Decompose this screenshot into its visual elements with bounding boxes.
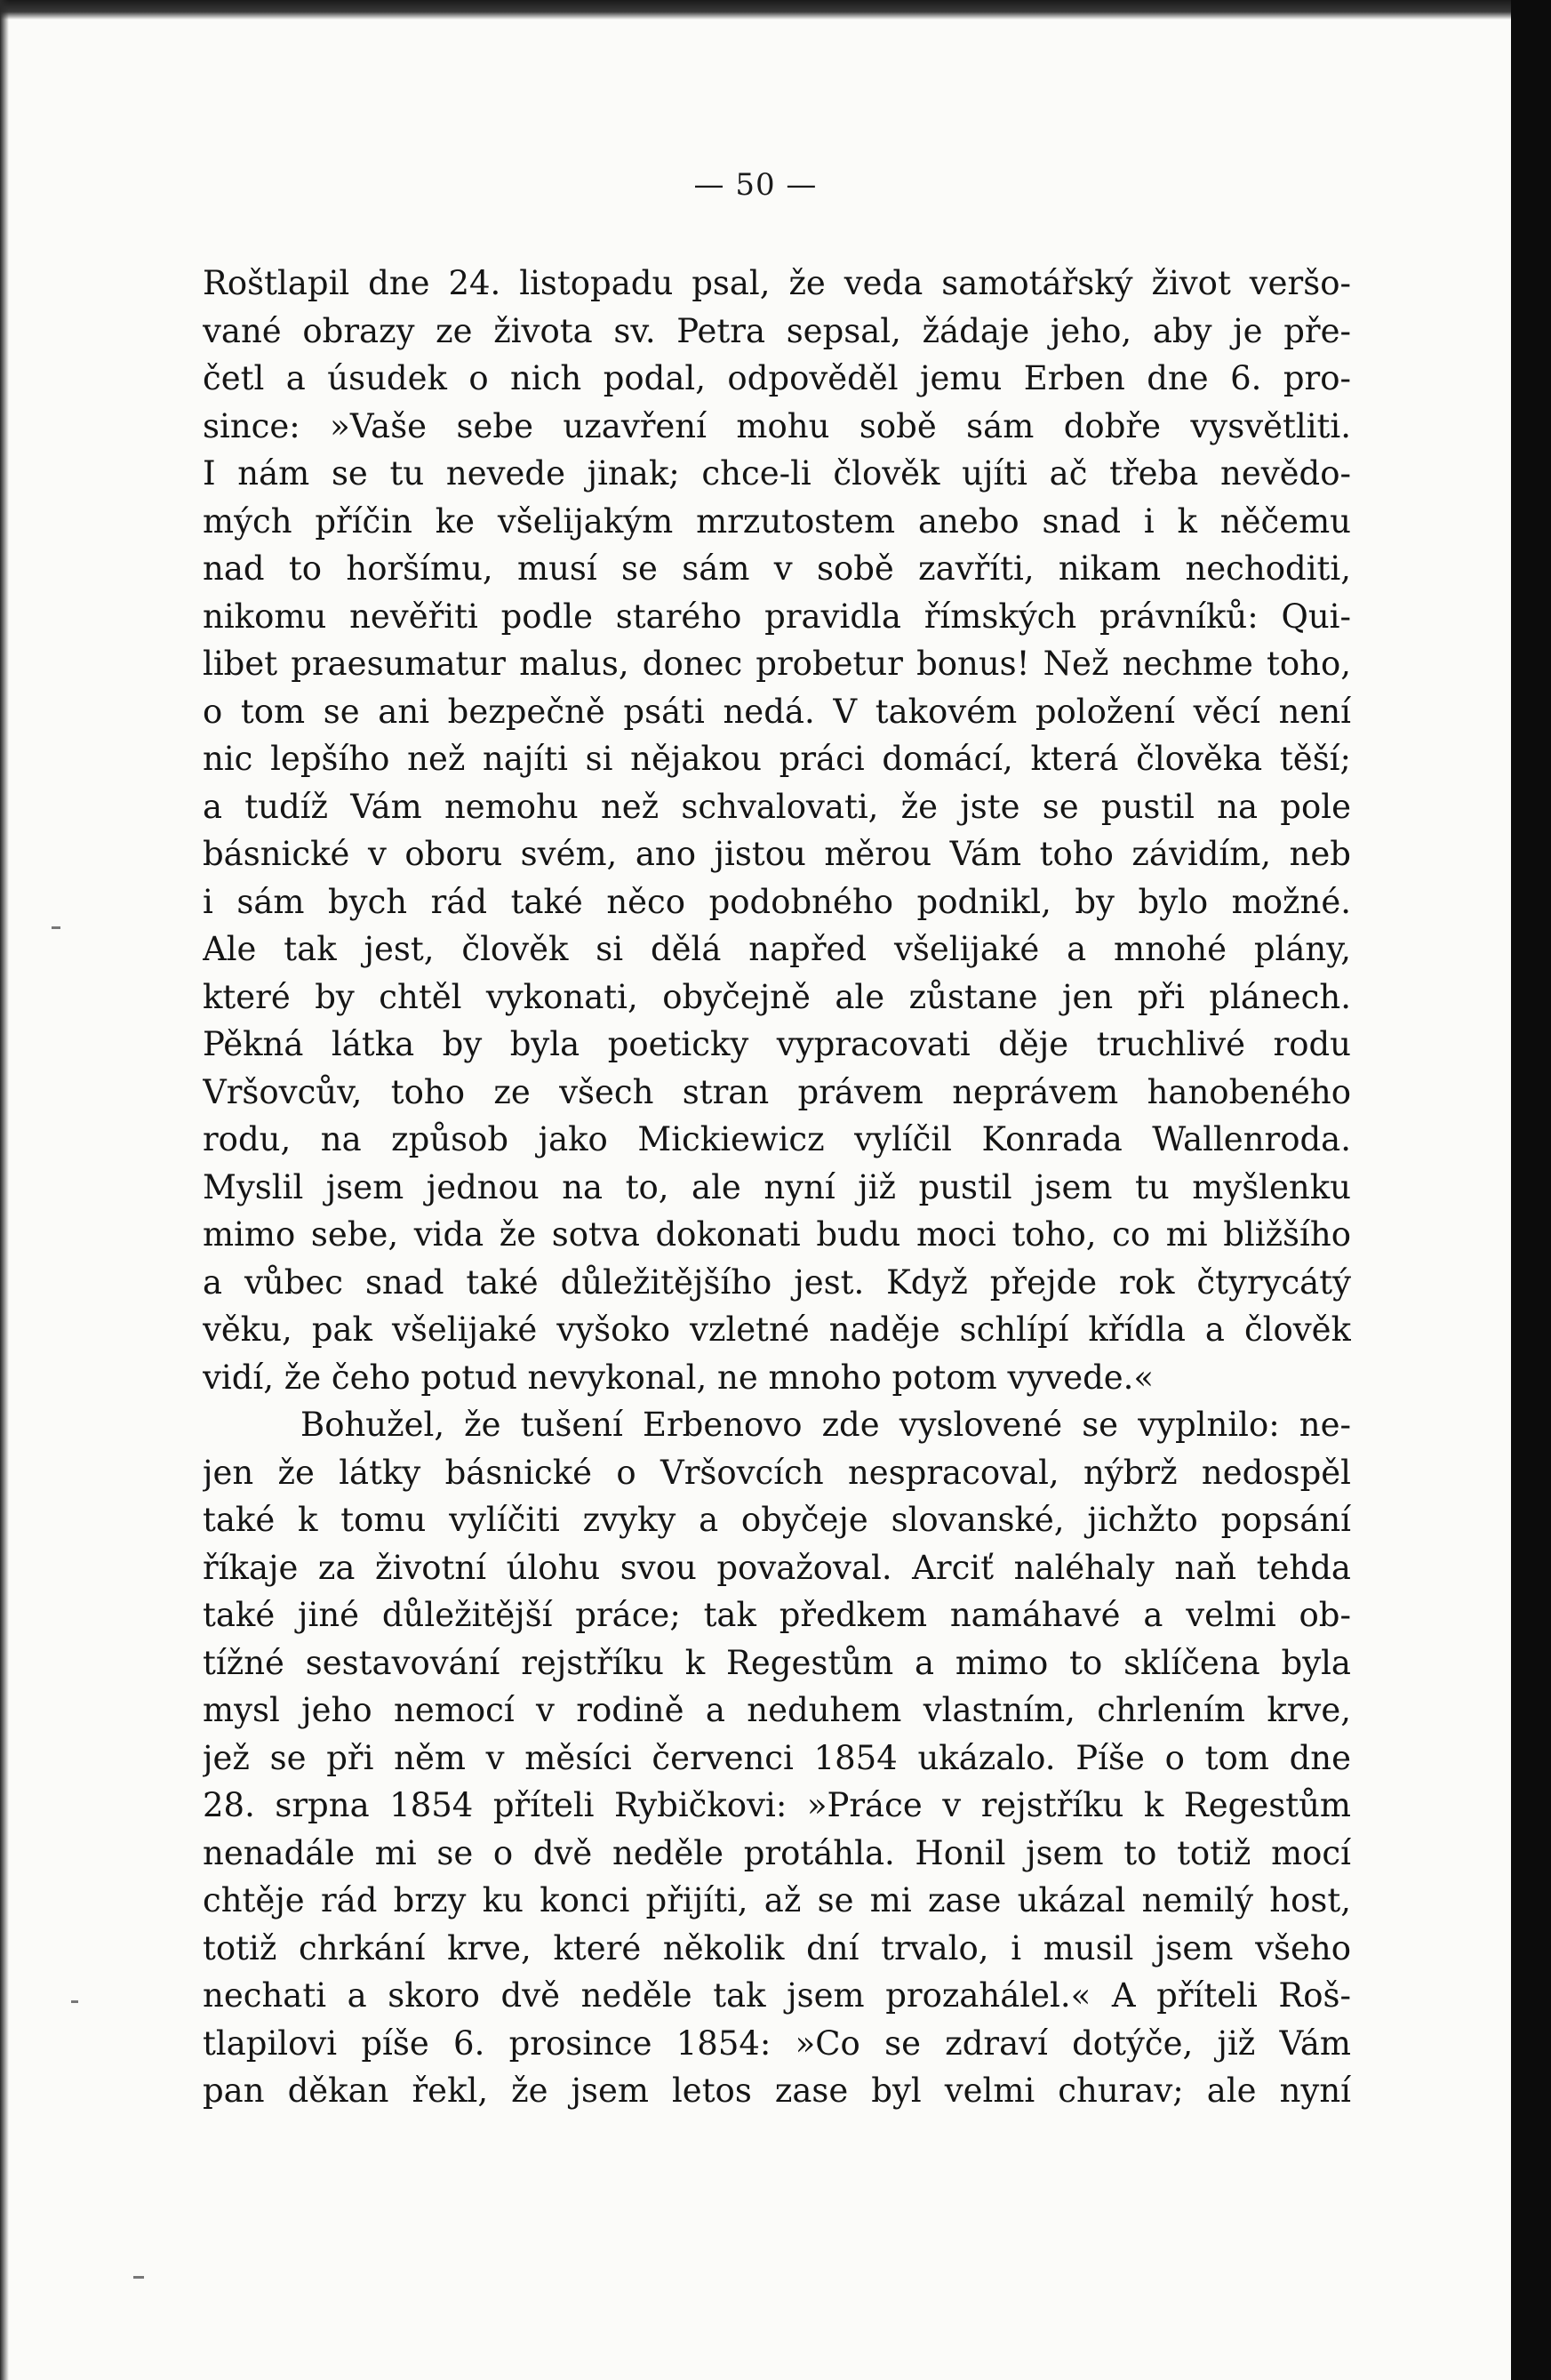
text-line: nic lepšího než najíti si nějakou práci domácí, která člověka těší; [203, 740, 1351, 778]
text-line: i sám bych rád také něco podobného podnikl, by bylo možné. [203, 882, 1351, 921]
text-line: libet praesumatur malus, donec probetur bonus! Než nechme toho, [203, 645, 1351, 683]
body-text [203, 260, 1351, 2115]
text-line: vidí, že čeho potud nevykonal, ne mnoho potom vyvede.« [203, 1358, 1155, 1397]
text-line: jež se při něm v měsíci červenci 1854 ukázalo. Píše o tom dne [203, 1738, 1351, 1777]
scan-speck [71, 2000, 78, 2003]
text-line: o tom se ani bezpečně psáti nedá. V takovém položení věcí není [203, 692, 1351, 731]
text-line: nechati a skoro dvě neděle tak jsem prozahálel.« A příteli Roš- [203, 1976, 1351, 2015]
text-line: Ale tak jest, člověk si dělá napřed všelijaké a mnohé plány, [203, 930, 1351, 968]
text-line: tížné sestavování rejstříku k Regestům a mimo to sklíčena byla [203, 1643, 1351, 1682]
text-line: nad to horšímu, musí se sám v sobě zavříti, nikam nechoditi, [203, 549, 1351, 588]
text-line: a tudíž Vám nemohu než schvalovati, že jste se pustil na pole [203, 787, 1351, 826]
text-line: 28. srpna 1854 příteli Rybičkovi: »Práce v rejstříku k Regestům [203, 1786, 1351, 1824]
text-line: věku, pak všelijaké vyšoko vzletné naděje schlípí křídla a člověk [203, 1310, 1351, 1349]
text-line: since: »Vaše sebe uzavření mohu sobě sám dobře vysvětliti. [203, 406, 1351, 445]
text-line: mimo sebe, vida že sotva dokonati budu moci toho, co mi bližšího [203, 1215, 1351, 1254]
text-line: také jiné důležitější práce; tak předkem namáhavé a velmi ob- [203, 1596, 1351, 1634]
text-line: jen že látky básnické o Vršovcích nespracoval, nýbrž nedospěl [203, 1453, 1351, 1492]
text-line: tlapilovi píše 6. prosince 1854: »Co se zdraví dotýče, již Vám [203, 2023, 1351, 2063]
text-line: totiž chrkání krve, které několik dní trvalo, i musil jsem všeho [203, 1928, 1351, 1967]
text-line: básnické v oboru svém, ano jistou měrou Vám toho závidím, neb [203, 835, 1351, 873]
scan-speck [52, 926, 60, 929]
text-line: nenadále mi se o dvě neděle protáhla. Honil jsem to totiž mocí [203, 1833, 1351, 1872]
text-line: Bohužel, že tušení Erbenovo zde vyslovené se vyplnilo: ne- [300, 1406, 1351, 1444]
scan-left-edge [0, 0, 9, 2380]
text-line: a vůbec snad také důležitějšího jest. Když přejde rok čtyrycátý [203, 1262, 1351, 1302]
text-line: chtěje rád brzy ku konci přijíti, až se mi zase ukázal nemilý host, [203, 1881, 1351, 1919]
text-line: četl a úsudek o nich podal, odpověděl jemu Erben dne 6. pro- [203, 359, 1351, 397]
text-line: Myslil jsem jednou na to, ale nyní již pustil jsem tu myšlenku [203, 1167, 1351, 1206]
text-line: nikomu nevěřiti podle starého pravidla římských právníků: Qui- [203, 597, 1351, 636]
text-line: mých příčin ke všelijakým mrzutostem anebo snad i k něčemu [203, 501, 1351, 541]
text-line: mysl jeho nemocí v rodině a neduhem vlastním, chrlením krve, [203, 1691, 1351, 1729]
text-line: Roštlapil dne 24. listopadu psal, že veda samotářský život veršo- [203, 264, 1351, 302]
text-line: I nám se tu nevede jinak; chce-li člověk ujíti ač třeba nevědo- [203, 454, 1351, 493]
text-line: pan děkan řekl, že jsem letos zase byl velmi churav; ale nyní [203, 2071, 1351, 2110]
text-line: Pěkná látka by byla poeticky vypracovati děje truchlivé rodu [203, 1025, 1351, 1063]
text-line: také k tomu vylíčiti zvyky a obyčeje slovanské, jichžto popsání [203, 1501, 1351, 1539]
text-line: Vršovcův, toho ze všech stran právem neprávem hanobeného [203, 1072, 1351, 1111]
text-line: které by chtěl vykonati, obyčejně ale zůstane jen při plánech. [203, 977, 1351, 1016]
text-line: říkaje za životní úlohu svou považoval. Arciť naléhaly naň tehda [203, 1548, 1351, 1587]
scan-speck [133, 2276, 144, 2279]
page-number: — 50 — [693, 167, 818, 203]
text-line: vané obrazy ze života sv. Petra sepsal, žádaje jeho, aby je pře- [203, 311, 1351, 350]
scan-right-edge [1511, 0, 1551, 2380]
scan-top-edge [0, 0, 1551, 20]
text-line: rodu, na způsob jako Mickiewicz vylíčil Konrada Wallenroda. [203, 1120, 1351, 1158]
